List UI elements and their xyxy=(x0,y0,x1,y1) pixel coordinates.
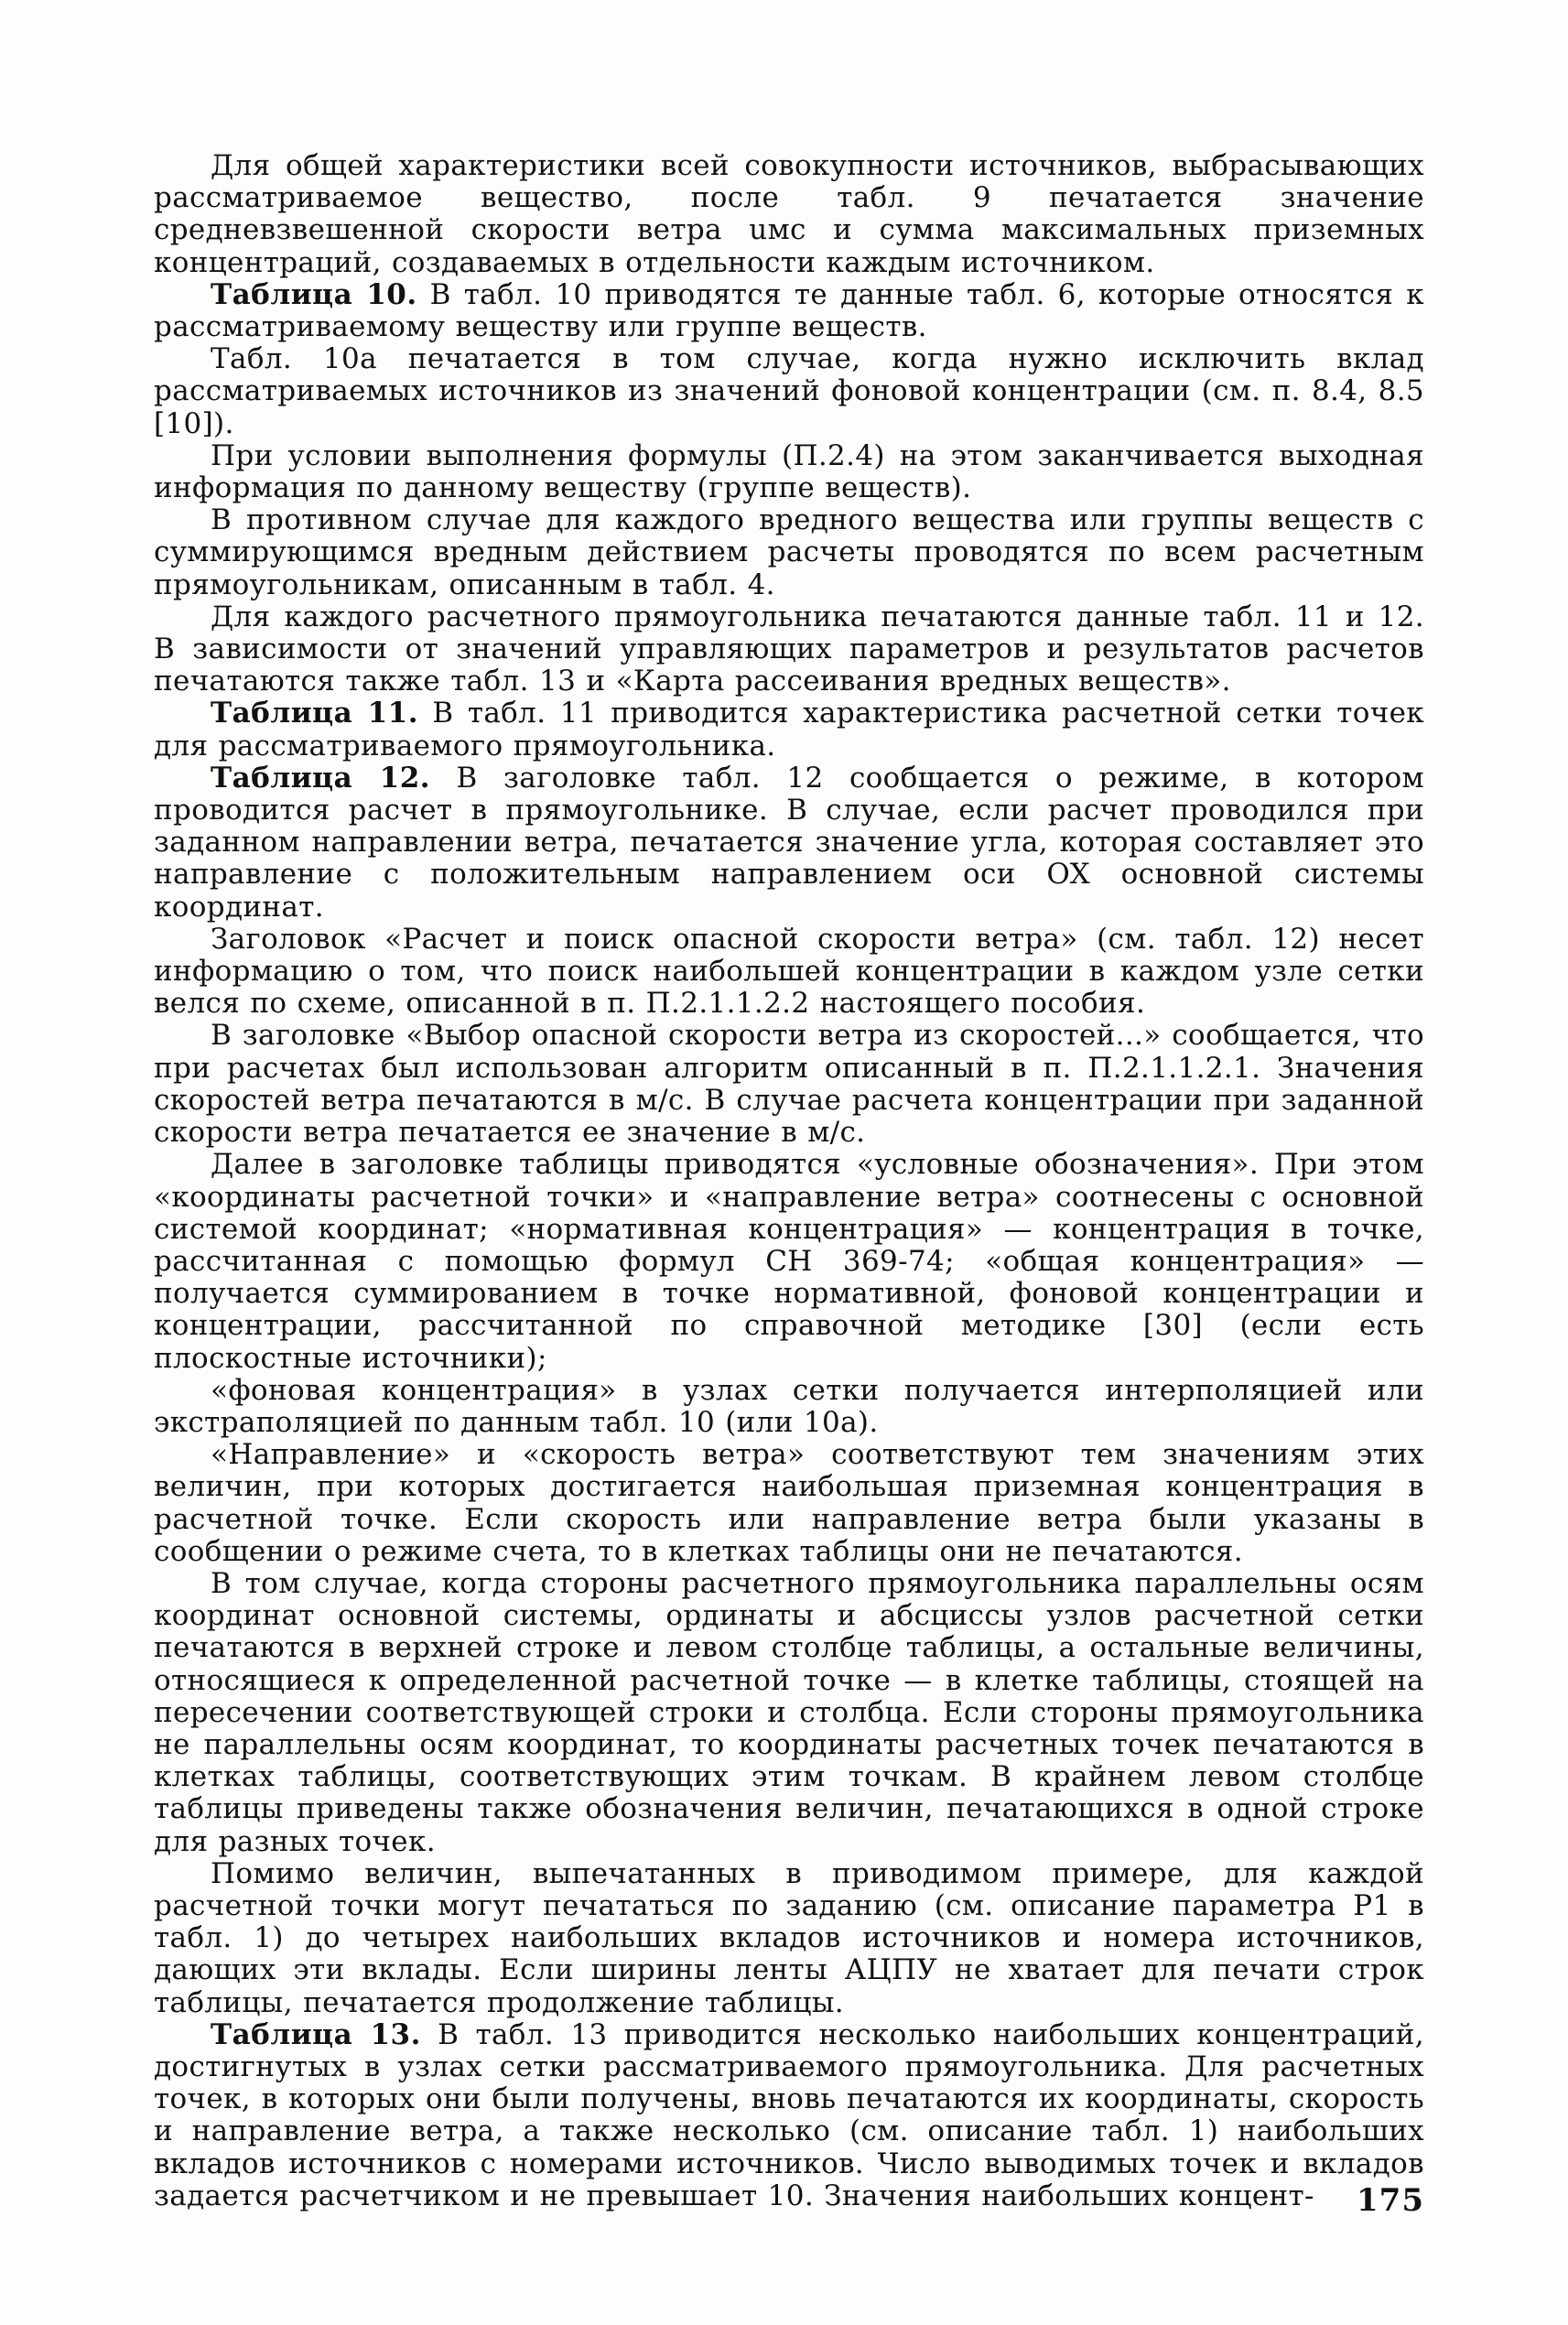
paragraph-head: Таблица 10. xyxy=(211,277,417,311)
paragraph-text: Помимо величин, выпечатанных в приводимом примере, для каждой расчетной точки могут печататься по заданию (см. описание параметра P1 в табл. 1) до четырех наибольших вкладов источников и номера источников, дающих эти вклады. Если ширины ленты АЦПУ не хватает для печати строк таблицы, печатается продолжение таблицы. xyxy=(154,1856,1424,2019)
paragraph-table-13 xyxy=(154,2019,1424,2212)
paragraph-text: В табл. 13 приводится несколько наибольших концентраций, достигнутых в узлах сетки рассматриваемого прямоугольника. Для расчетных точек, в которых они были получены, вновь печатаются их координаты, скорость и направление ветра, а также несколько (см. описание табл. 1) наибольших вкладов источников с номерами источников. Число выводимых точек и вкладов задается расчетчиком и не превышает 10. Значения наибольших концент- xyxy=(154,2017,1424,2212)
paragraph-direction-speed xyxy=(154,1439,1424,1568)
paragraph-summary-sources xyxy=(154,150,1424,279)
paragraph-text: «фоновая концентрация» в узлах сетки получается интерполяцией или экстраполяцией по данным табл. 10 (или 10а). xyxy=(154,1373,1424,1439)
paragraph-table-10a xyxy=(154,343,1424,440)
paragraph-grid-layout xyxy=(154,1568,1424,1858)
paragraph-extra-values xyxy=(154,1858,1424,2019)
body-text xyxy=(154,150,1424,2212)
paragraph-text: В табл. 10 приводятся те данные табл. 6, которые относятся к рассматриваемому веществу или группе веществ. xyxy=(154,277,1424,344)
paragraph-text: При условии выполнения формулы (П.2.4) на этом заканчивается выходная информация по данному веществу (группе веществ). xyxy=(154,438,1424,505)
paragraph-each-rectangle xyxy=(154,601,1424,698)
paragraph-text: Табл. 10а печатается в том случае, когда нужно исключить вклад рассматриваемых источников из значений фоновой концентрации (см. п. 8.4, 8.5 [10]). xyxy=(154,342,1424,440)
paragraph-table-10 xyxy=(154,279,1424,343)
paragraph-text: Заголовок «Расчет и поиск опасной скорости ветра» (см. табл. 12) несет информацию о том, что поиск наибольшей концентрации в каждом узле сетки велся по схеме, описанной в п. П.2.1.1.2.2 настоящего пособия. xyxy=(154,922,1424,1021)
paragraph-head: Таблица 11. xyxy=(211,697,419,730)
paragraph-text: В заголовке табл. 12 сообщается о режиме, в котором проводится расчет в прямоугольнике. В случае, если расчет проводился при заданном направлении ветра, печатается значение угла, которая составляет это направление с положительным направлением оси OX основной системы координат. xyxy=(154,761,1424,924)
paragraph-legend xyxy=(154,1149,1424,1374)
paragraph-otherwise xyxy=(154,504,1424,601)
paragraph-text: В противном случае для каждого вредного вещества или группы веществ с суммирующимся вредным действием расчеты проводятся по всем расчетным прямоугольникам, описанным в табл. 4. xyxy=(154,503,1424,601)
paragraph-formula-condition xyxy=(154,440,1424,504)
paragraph-search-heading xyxy=(154,924,1424,1021)
paragraph-text: В заголовке «Выбор опасной скорости ветра из скоростей...» сообщается, что при расчетах был использован алгоритм описанный в п. П.2.1.1.2.1. Значения скоростей ветра печатаются в м/с. В случае расчета концентрации при заданной скорости ветра печатается ее значение в м/с. xyxy=(154,1019,1424,1150)
paragraph-head: Таблица 13. xyxy=(211,2017,421,2051)
page-number: 175 xyxy=(1357,2182,1424,2219)
paragraph-text: Для каждого расчетного прямоугольника печатаются данные табл. 11 и 12. В зависимости от значений управляющих параметров и результатов расчетов печатаются также табл. 13 и «Карта рассеивания вредных веществ». xyxy=(154,600,1424,698)
paragraph-text: В том случае, когда стороны расчетного прямоугольника параллельны осям координат основной системы, ординаты и абсциссы узлов расчетной сетки печатаются в верхней строке и левом столбце таблицы, а остальные величины, относящиеся к определенной расчетной точке — в клетке таблицы, стоящей на пересечении соответствующей строки и столбца. Если стороны прямоугольника не параллельны осям координат, то координаты расчетных точек печатаются в клетках таблицы, соответствующих этим точкам. В крайнем левом столбце таблицы приведены также обозначения величин, печатающихся в одной строке для разных точек. xyxy=(154,1566,1424,1858)
paragraph-text: «Направление» и «скорость ветра» соответствуют тем значениям этих величин, при которых достигается наибольшая приземная концентрация в расчетной точке. Если скорость или направление ветра были указаны в сообщении о режиме счета, то в клетках таблицы они не печатаются. xyxy=(154,1438,1424,1568)
paragraph-speed-selection xyxy=(154,1020,1424,1149)
paragraph-text: Для общей характеристики всей совокупности источников, выбрасывающих рассматриваемое вещество, после табл. 9 печатается значение средневзвешенной скорости ветра uмс и сумма максимальных приземных концентраций, создаваемых в отдельности каждым источником. xyxy=(154,149,1424,279)
paragraph-text: Далее в заголовке таблицы приводятся «условные обозначения». При этом «координаты расчетной точки» и «направление ветра» соотнесены с основной системой координат; «нормативная концентрация» — концентрация в точке, рассчитанная с помощью формул СН 369-74; «общая концентрация» — получается суммированием в точке нормативной, фоновой концентрации и концентрации, рассчитанной по справочной методике [30] (если есть плоскостные источники); xyxy=(154,1148,1424,1375)
paragraph-background-concentration xyxy=(154,1375,1424,1439)
paragraph-table-12 xyxy=(154,762,1424,924)
paragraph-head: Таблица 12. xyxy=(211,761,431,795)
paragraph-text: В табл. 11 приводится характеристика расчетной сетки точек для рассматриваемого прямоугольника. xyxy=(154,697,1424,762)
paragraph-table-11 xyxy=(154,698,1424,762)
